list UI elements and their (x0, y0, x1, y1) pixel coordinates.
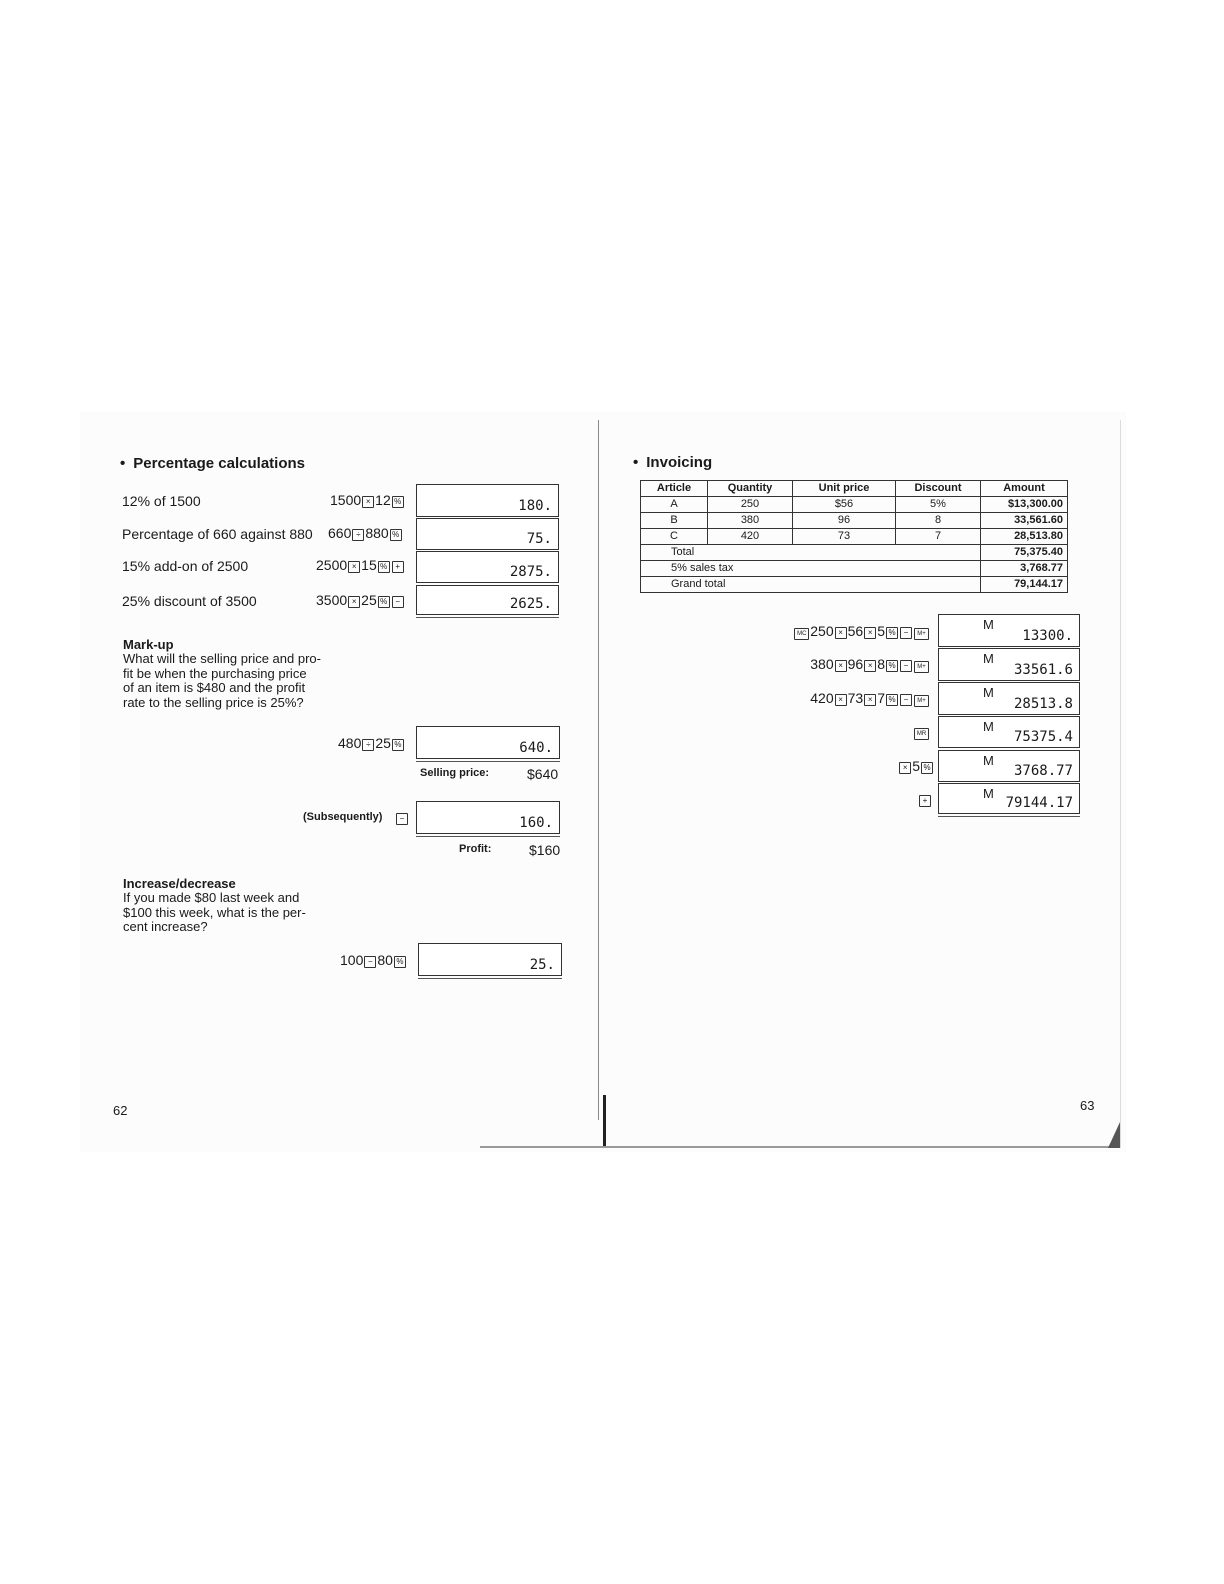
key-number: 5 (912, 758, 920, 774)
calculator-key-icon: % (390, 529, 402, 541)
calculator-key-icon: % (886, 627, 898, 639)
table-cell: 7 (896, 529, 981, 545)
key-sequence (395, 809, 409, 825)
key-number: 100 (340, 952, 364, 968)
calculator-key-icon: ÷ (362, 739, 374, 751)
calculator-key-icon: % (886, 660, 898, 672)
calculator-display: M 33561.6 (938, 648, 1080, 681)
calculator-key-icon: % (394, 956, 406, 968)
key-number: 250 (810, 623, 834, 639)
page-number-left: 62 (113, 1103, 128, 1118)
calculator-key-icon: − (900, 660, 912, 672)
example-label: 25% discount of 3500 (122, 593, 257, 609)
key-sequence (316, 557, 405, 573)
calculator-display: M 13300. (938, 614, 1080, 647)
key-number: 380 (810, 656, 834, 672)
summary-label: Total (641, 545, 981, 561)
key-sequence (898, 758, 934, 774)
key-number: 7 (877, 690, 885, 706)
calculator-display: 640. (416, 726, 560, 759)
key-sequence (913, 723, 930, 740)
table-cell: A (641, 497, 708, 513)
spine-line (598, 420, 599, 1120)
calculator-display: 180. (416, 484, 559, 517)
key-number: 80 (377, 952, 393, 968)
selling-price-label: Selling price: (420, 767, 490, 779)
page-bottom-edge (480, 1146, 1120, 1148)
key-sequence (316, 592, 405, 608)
key-sequence (330, 492, 405, 508)
key-number: 15 (361, 557, 377, 573)
page-number-right: 63 (1080, 1098, 1095, 1113)
key-sequence (338, 735, 405, 751)
key-number: 56 (847, 623, 864, 639)
calculator-key-icon: × (864, 627, 876, 639)
summary-row (641, 545, 1068, 561)
subsequently-label: (Subsequently) (303, 811, 383, 823)
table-cell: 420 (708, 529, 793, 545)
table-cell: 96 (793, 513, 896, 529)
key-number: 8 (877, 656, 885, 672)
calculator-key-icon: × (864, 694, 876, 706)
calculator-display: M 75375.4 (938, 716, 1080, 748)
example-label: 12% of 1500 (122, 493, 201, 509)
calculator-key-icon: MC (794, 628, 809, 640)
example-label: 15% add-on of 2500 (122, 558, 249, 574)
table-cell: 33,561.60 (981, 513, 1068, 529)
calculator-key-icon: × (864, 660, 876, 672)
increase-heading: Increase/decrease (123, 876, 236, 891)
bullet-icon: • (633, 454, 639, 471)
calculator-key-icon: + (392, 561, 404, 573)
calculator-key-icon: % (921, 762, 933, 774)
table-header-row (641, 481, 1068, 497)
table-cell: 73 (793, 529, 896, 545)
key-number: 73 (847, 690, 864, 706)
table-cell: C (641, 529, 708, 545)
table-cell: 8 (896, 513, 981, 529)
selling-price-value: $640 (527, 766, 559, 782)
calculator-display: 75. (416, 518, 559, 550)
spine-shadow (603, 1095, 606, 1147)
table-cell: 380 (708, 513, 793, 529)
table-cell: 250 (708, 497, 793, 513)
summary-label: 5% sales tax (641, 561, 981, 577)
calculator-key-icon: − (396, 813, 408, 825)
calculator-display: M 28513.8 (938, 682, 1080, 715)
calculator-key-icon: % (392, 739, 404, 751)
calculator-key-icon: % (392, 496, 404, 508)
calculator-key-icon: % (378, 596, 390, 608)
summary-row (641, 577, 1068, 593)
calculator-key-icon: × (362, 496, 374, 508)
calculator-display: 2875. (416, 551, 559, 583)
profit-label: Profit: (459, 843, 492, 855)
markup-question: What will the selling price and pro- fit be when the purchasing price of an item is $480 and the profit rate to the selling price is 25%? (123, 651, 321, 710)
calculator-display: M 3768.77 (938, 750, 1080, 782)
key-number: 880 (365, 525, 389, 541)
key-sequence (918, 791, 932, 807)
example-label: Percentage of 660 against 880 (122, 526, 313, 542)
summary-value: 3,768.77 (981, 561, 1068, 577)
calculator-display: 160. (416, 801, 560, 834)
increase-question: If you made $80 last week and $100 this week, what is the per- cent increase? (123, 890, 306, 934)
table-cell: 28,513.80 (981, 529, 1068, 545)
calculator-key-icon: × (348, 596, 360, 608)
calculator-key-icon: × (835, 660, 847, 672)
key-number: 480 (338, 735, 362, 751)
key-number: 2500 (316, 557, 348, 573)
key-sequence (328, 525, 403, 541)
calculator-key-icon: × (348, 561, 360, 573)
column-header: Article (641, 481, 708, 497)
summary-row (641, 561, 1068, 577)
calculator-display: 25. (418, 943, 562, 976)
column-header: Amount (981, 481, 1068, 497)
markup-heading: Mark-up (123, 637, 174, 652)
calculator-key-icon: M+ (914, 695, 929, 707)
summary-value: 75,375.40 (981, 545, 1068, 561)
column-header: Unit price (793, 481, 896, 497)
calculator-display: M 79144.17 (938, 783, 1080, 814)
key-number: 660 (328, 525, 352, 541)
column-header: Quantity (708, 481, 793, 497)
calculator-key-icon: × (835, 694, 847, 706)
calculator-key-icon: − (900, 627, 912, 639)
summary-label: Grand total (641, 577, 981, 593)
calculator-key-icon: × (899, 762, 911, 774)
key-number: 96 (847, 656, 864, 672)
calculator-key-icon: % (886, 694, 898, 706)
key-number: 1500 (330, 492, 362, 508)
table-row (641, 529, 1068, 545)
calculator-key-icon: M+ (914, 628, 929, 640)
key-number: 420 (810, 690, 834, 706)
key-number: 5 (877, 623, 885, 639)
page-right-edge (1120, 420, 1121, 1148)
calculator-key-icon: × (835, 627, 847, 639)
calculator-key-icon: MR (914, 728, 929, 740)
key-sequence (810, 656, 930, 673)
calculator-display: 2625. (416, 585, 559, 615)
calculator-key-icon: − (392, 596, 404, 608)
calculator-key-icon: % (378, 561, 390, 573)
key-number: 3500 (316, 592, 348, 608)
column-header: Discount (896, 481, 981, 497)
table-row (641, 513, 1068, 529)
key-number: 25 (375, 735, 391, 751)
key-number: 25 (361, 592, 377, 608)
table-row (641, 497, 1068, 513)
profit-value: $160 (529, 842, 561, 858)
key-sequence (793, 623, 930, 640)
key-number: 12 (375, 492, 391, 508)
calculator-key-icon: + (919, 795, 931, 807)
table-cell: 5% (896, 497, 981, 513)
table-cell: B (641, 513, 708, 529)
summary-value: 79,144.17 (981, 577, 1068, 593)
calculator-key-icon: − (900, 694, 912, 706)
key-sequence (810, 690, 930, 707)
bullet-icon: • (120, 455, 126, 472)
section-title-percentage: • Percentage calculations (120, 455, 306, 472)
section-title-invoicing: • Invoicing (633, 454, 713, 471)
key-sequence (340, 952, 407, 968)
calculator-key-icon: M+ (914, 661, 929, 673)
invoice-table (640, 480, 1068, 593)
calculator-key-icon: ÷ (352, 529, 364, 541)
table-cell: $13,300.00 (981, 497, 1068, 513)
table-cell: $56 (793, 497, 896, 513)
calculator-key-icon: − (364, 956, 376, 968)
